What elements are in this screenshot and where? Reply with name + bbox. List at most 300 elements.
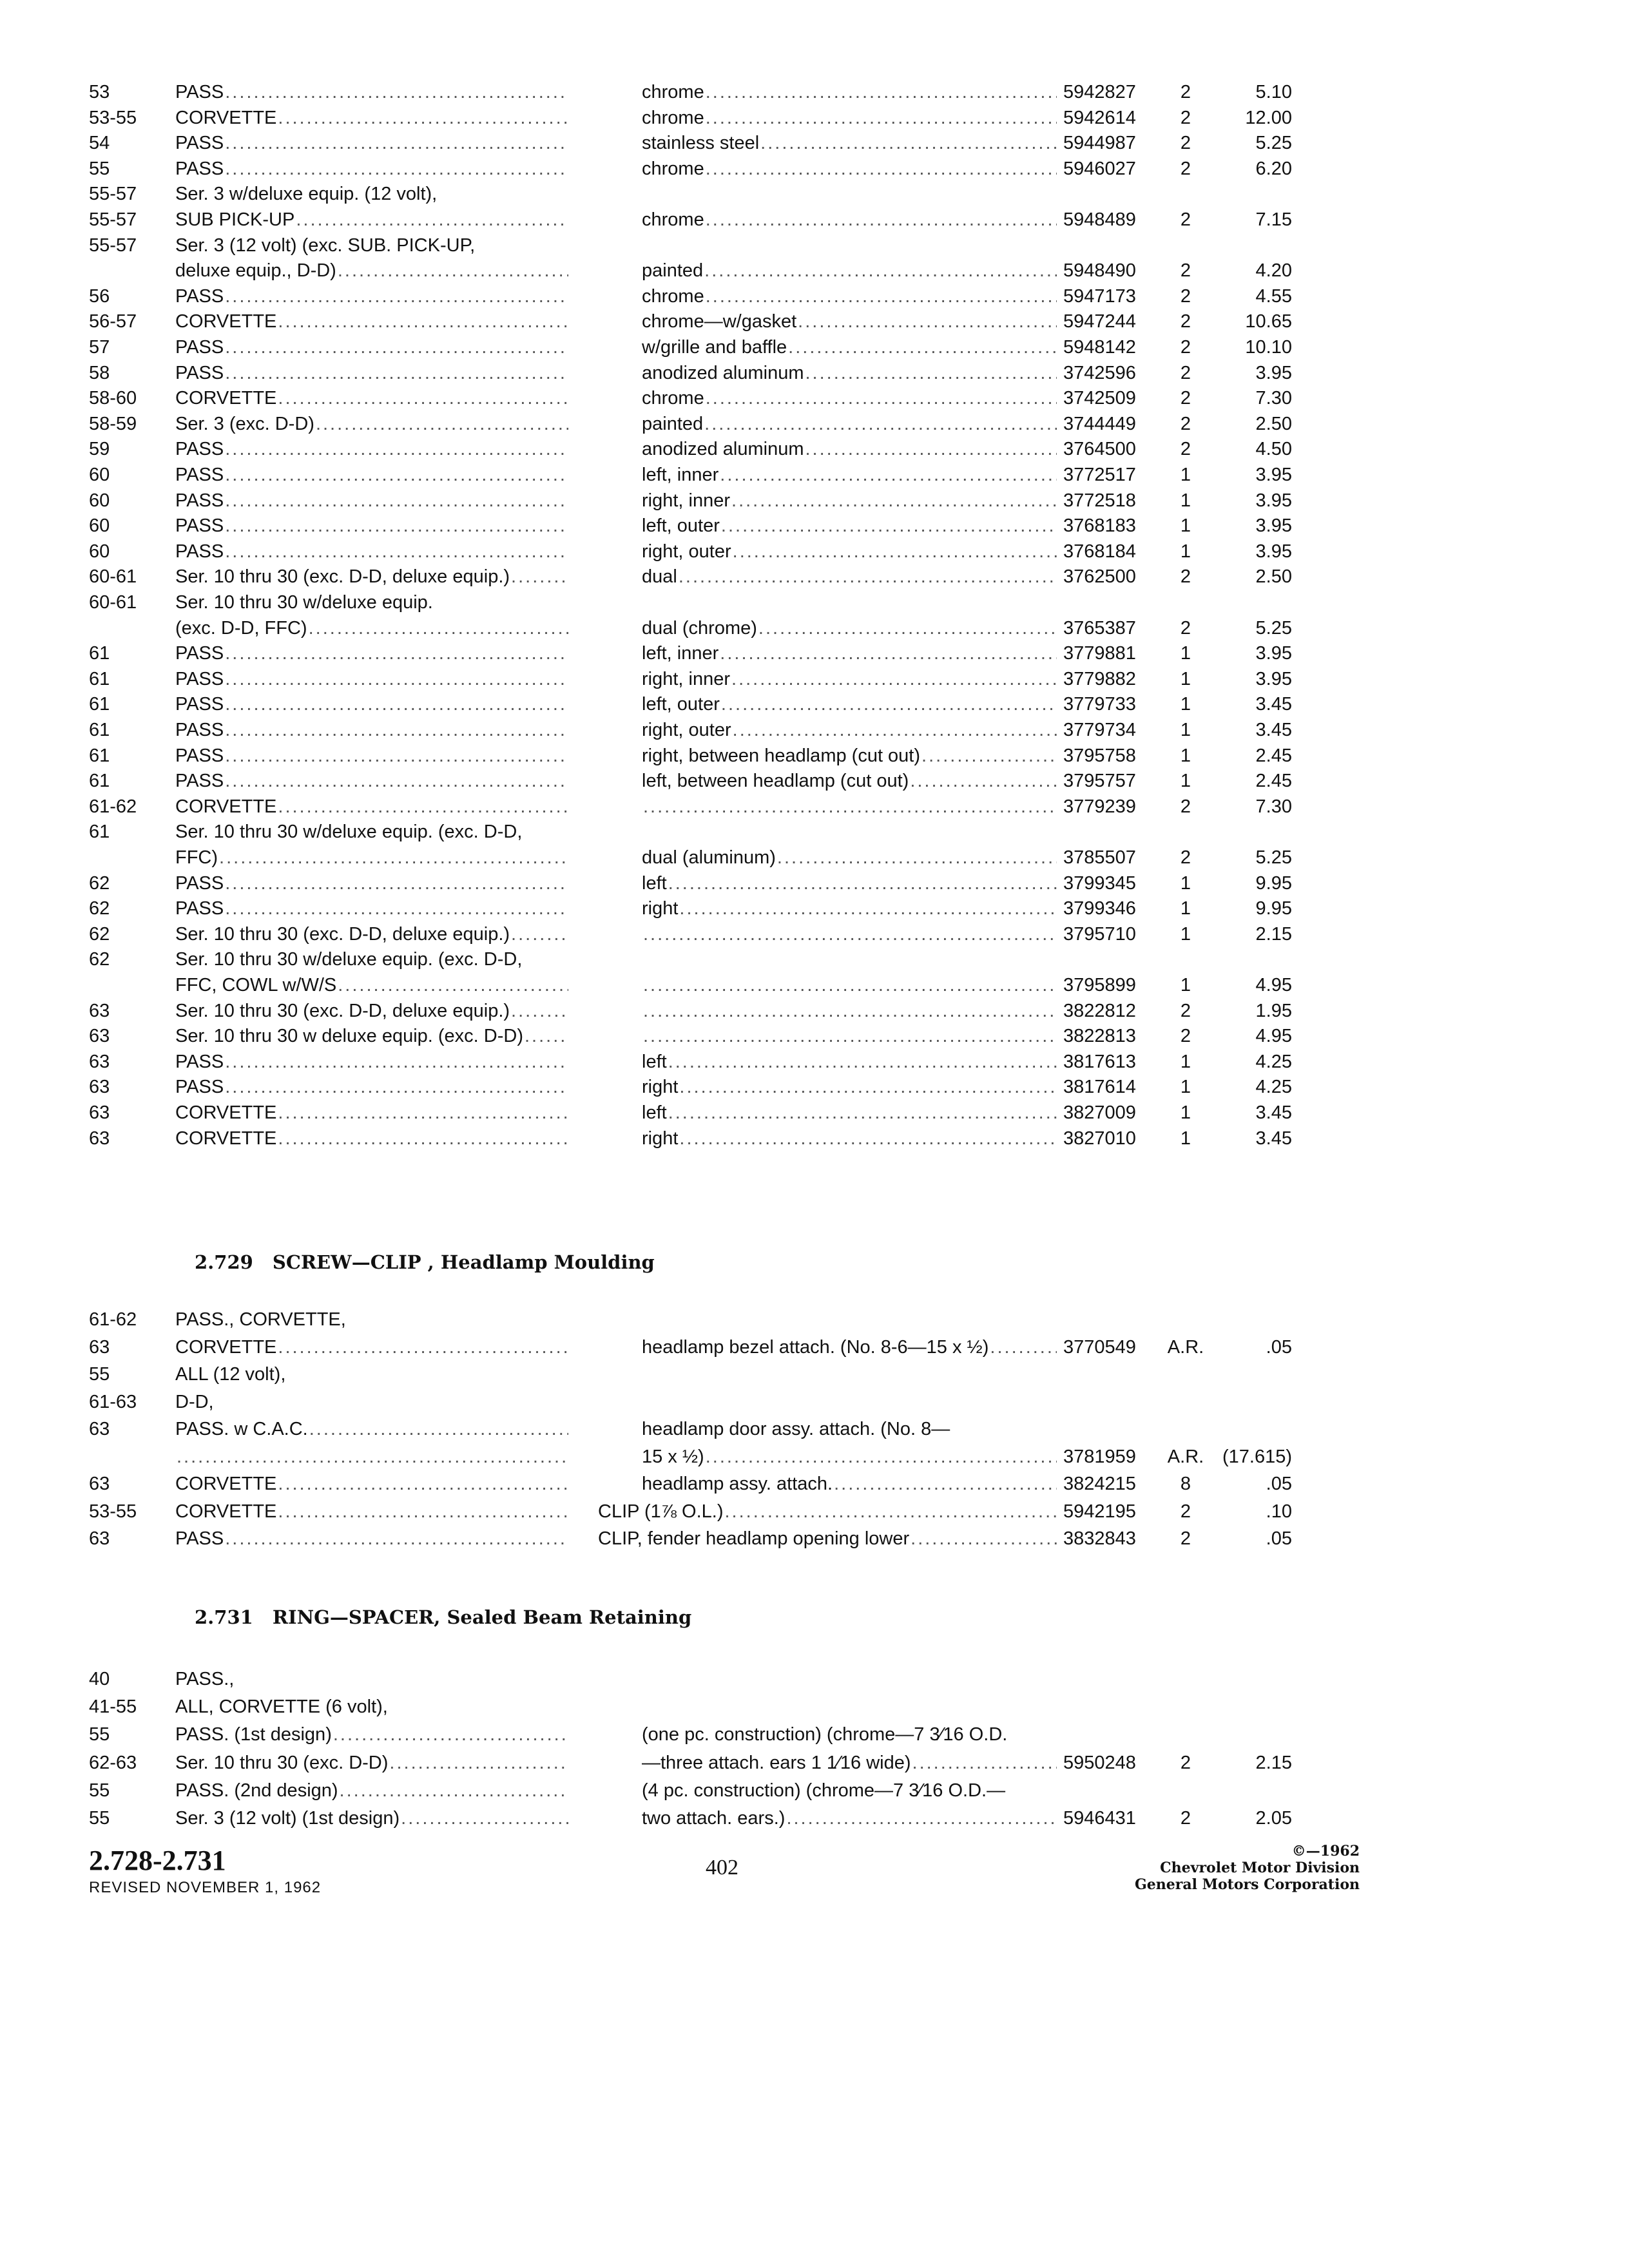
part-description: chrome—w/gasket .....: [642, 309, 1057, 334]
part-description: left, inner .....: [642, 640, 1057, 666]
list-price: 4.25: [1255, 1077, 1292, 1098]
part-description: headlamp assy. attach. .....: [642, 1471, 1057, 1497]
quantity: 1: [1180, 1077, 1191, 1098]
model-year: 61-62: [89, 1309, 137, 1330]
model-application: Ser. 10 thru 30 w deluxe equip. (exc. D-D) .....: [175, 1023, 568, 1049]
model-application: Ser. 10 thru 30 (exc. D-D, deluxe equip.) .....: [175, 921, 568, 947]
quantity: 2: [1180, 617, 1191, 639]
table-row: [0, 156, 1629, 182]
division: Chevrolet Motor Division: [1160, 1860, 1360, 1876]
part-number: 3742596: [1063, 362, 1136, 383]
table-row: [0, 870, 1629, 896]
part-number: 3779882: [1063, 668, 1136, 689]
part-description: chrome .....: [642, 284, 1057, 309]
part-description: left, outer .....: [642, 513, 1057, 539]
list-price: 2.15: [1255, 1752, 1292, 1773]
model-application: [175, 1444, 568, 1470]
model-application: Ser. 10 thru 30 (exc. D-D, deluxe equip.) .....: [175, 998, 568, 1024]
model-year: 60: [89, 541, 110, 562]
list-price: 3.45: [1255, 720, 1292, 740]
corporation: General Motors Corporation: [1134, 1876, 1360, 1893]
model-year: 63: [89, 1077, 110, 1098]
model-application: Ser. 3 w/deluxe equip. (12 volt),: [175, 184, 438, 205]
section-heading-ring-spacer: [195, 1604, 691, 1630]
quantity: 2: [1180, 796, 1191, 817]
part-number: 3779733: [1063, 694, 1136, 715]
part-number: 3764500: [1063, 439, 1136, 460]
model-year: 55: [89, 1780, 110, 1801]
section-title: SCREW—CLIP , Headlamp Moulding: [272, 1251, 655, 1273]
model-year: 63: [89, 1419, 110, 1439]
model-application: PASS .....: [175, 1049, 568, 1075]
part-number: 3779734: [1063, 720, 1136, 740]
model-year: 55: [89, 158, 110, 179]
part-description: —three attach. ears 1 1⁄16 wide) .....: [642, 1750, 1057, 1776]
model-application: PASS .....: [175, 640, 568, 666]
footer-publisher: [1135, 1843, 1360, 1893]
section-title: RING—SPACER, Sealed Beam Retaining: [272, 1606, 692, 1628]
part-number: 5948142: [1063, 337, 1136, 358]
model-year: 53-55: [89, 107, 137, 128]
list-price: 5.25: [1255, 847, 1292, 868]
model-application: Ser. 10 thru 30 (exc. D-D, deluxe equip.) .....: [175, 564, 568, 590]
quantity: 2: [1180, 847, 1191, 868]
model-year: 63: [89, 1474, 110, 1494]
part-description: headlamp door assy. attach. (No. 8—: [642, 1419, 950, 1439]
list-price: 7.15: [1255, 209, 1292, 230]
model-year: 63: [89, 1000, 110, 1021]
model-application: PASS .....: [175, 896, 568, 921]
table-row: [0, 1750, 1629, 1776]
part-number: 3822813: [1063, 1026, 1136, 1047]
table-row: [0, 1361, 1629, 1387]
model-year: 63: [89, 1528, 110, 1549]
part-description: left, between headlamp (cut out) .....: [642, 768, 1057, 794]
part-description: [642, 921, 1057, 947]
part-number: 3779239: [1063, 796, 1136, 817]
model-year: 62-63: [89, 1752, 137, 1773]
list-price: .05: [1266, 1528, 1292, 1549]
model-year: 61: [89, 643, 110, 664]
model-application: PASS .....: [175, 691, 568, 717]
model-year: 55-57: [89, 235, 137, 256]
model-year: 63: [89, 1051, 110, 1072]
list-price: 10.65: [1245, 311, 1292, 332]
table-row: [0, 1389, 1629, 1415]
part-number: 3785507: [1063, 847, 1136, 868]
part-description: left .....: [642, 1049, 1057, 1075]
part-description: right, outer .....: [642, 717, 1057, 743]
part-number: 5944987: [1063, 133, 1136, 154]
model-application: PASS .....: [175, 666, 568, 692]
list-price: 7.30: [1255, 796, 1292, 817]
table-row: [0, 743, 1629, 769]
part-number: 5942827: [1063, 82, 1136, 102]
quantity: 1: [1180, 898, 1191, 919]
model-application: SUB PICK-UP .....: [175, 207, 568, 233]
list-price: 4.95: [1255, 1026, 1292, 1047]
quantity: 2: [1180, 209, 1191, 230]
quantity: 2: [1180, 1808, 1191, 1829]
model-year: 61: [89, 745, 110, 766]
part-number: 3762500: [1063, 566, 1136, 588]
copyright: ©—1962: [1291, 1843, 1360, 1860]
table-row: [0, 666, 1629, 692]
quantity: 2: [1180, 82, 1191, 102]
quantity: 1: [1180, 668, 1191, 689]
model-application: PASS .....: [175, 156, 568, 182]
part-description: two attach. ears.) .....: [642, 1805, 1057, 1831]
table-row: [0, 181, 1629, 207]
list-price: 2.45: [1255, 771, 1292, 792]
list-price: 3.95: [1255, 490, 1292, 511]
table-row: [0, 640, 1629, 666]
part-number: 3795710: [1063, 923, 1136, 945]
part-description: [642, 972, 1057, 998]
part-description: right, outer .....: [642, 539, 1057, 564]
part-number: 5946027: [1063, 158, 1136, 179]
part-number: 3817613: [1063, 1051, 1136, 1072]
quantity: 1: [1180, 720, 1191, 740]
list-price: 7.30: [1255, 388, 1292, 409]
table-row: [0, 819, 1629, 845]
quantity: 1: [1180, 923, 1191, 945]
table-row: [0, 360, 1629, 386]
part-description: painted .....: [642, 258, 1057, 284]
footer-section-id: 2.728-2.731: [89, 1845, 226, 1876]
model-application: ALL, CORVETTE (6 volt),: [175, 1696, 388, 1718]
table-row: [0, 590, 1629, 615]
model-year: 63: [89, 1336, 110, 1358]
list-price: 3.95: [1255, 668, 1292, 689]
table-row: [0, 1444, 1629, 1470]
table-row: [0, 845, 1629, 870]
list-price: 3.95: [1255, 362, 1292, 383]
list-price: 4.20: [1255, 260, 1292, 282]
table-row: [0, 896, 1629, 921]
page-number: 402: [706, 1856, 738, 1879]
model-year: 60-61: [89, 592, 137, 613]
part-number: 3744449: [1063, 413, 1136, 434]
model-application: PASS .....: [175, 436, 568, 462]
model-application: PASS .....: [175, 717, 568, 743]
model-application: Ser. 3 (12 volt) (exc. SUB. PICK-UP,: [175, 235, 476, 256]
model-year: 63: [89, 1128, 110, 1149]
part-number: 5942614: [1063, 107, 1136, 128]
model-application: Ser. 10 thru 30 (exc. D-D) .....: [175, 1750, 568, 1776]
part-description: 15 x ½) .....: [642, 1444, 1057, 1470]
quantity: 1: [1180, 1102, 1191, 1123]
part-description: anodized aluminum .....: [642, 360, 1057, 386]
model-application: PASS .....: [175, 334, 568, 360]
part-number: 3768183: [1063, 515, 1136, 537]
list-price: 3.95: [1255, 643, 1292, 664]
table-row: [0, 513, 1629, 539]
quantity: 2: [1180, 1026, 1191, 1047]
model-year: 61: [89, 771, 110, 792]
table-row: [0, 385, 1629, 411]
list-price: 2.50: [1255, 566, 1292, 588]
part-number: 3770549: [1063, 1336, 1136, 1358]
part-description: [642, 998, 1057, 1024]
table-row: [0, 1499, 1629, 1524]
table-row: [0, 105, 1629, 131]
model-application: CORVETTE .....: [175, 385, 568, 411]
table-row: [0, 1307, 1629, 1332]
quantity: 1: [1180, 643, 1191, 664]
part-number: 3827009: [1063, 1102, 1136, 1123]
model-year: 60: [89, 465, 110, 485]
table-row: [0, 79, 1629, 105]
model-application: deluxe equip., D-D) .....: [175, 258, 568, 284]
model-application: Ser. 10 thru 30 w/deluxe equip. (exc. D-D,: [175, 822, 523, 843]
model-year: 61: [89, 668, 110, 689]
list-price: .05: [1266, 1336, 1292, 1358]
model-year: 61: [89, 694, 110, 715]
list-price: 10.10: [1245, 337, 1292, 358]
model-application: Ser. 10 thru 30 w/deluxe equip.: [175, 592, 433, 613]
model-year: 41-55: [89, 1696, 137, 1718]
model-application: PASS. (1st design) .....: [175, 1722, 568, 1747]
model-application: CORVETTE .....: [175, 1471, 568, 1497]
quantity: 2: [1180, 285, 1191, 307]
model-application: PASS .....: [175, 743, 568, 769]
model-application: ALL (12 volt),: [175, 1364, 286, 1385]
part-description: painted .....: [642, 411, 1057, 437]
model-application: PASS .....: [175, 513, 568, 539]
part-number: 3742509: [1063, 388, 1136, 409]
list-price: 4.95: [1255, 975, 1292, 995]
quantity: 2: [1180, 260, 1191, 282]
section-number: 2.729: [195, 1251, 253, 1273]
table-row: [0, 947, 1629, 972]
table-row: [0, 768, 1629, 794]
quantity: 1: [1180, 465, 1191, 485]
part-number: 5948489: [1063, 209, 1136, 230]
model-year: 62: [89, 872, 110, 894]
part-number: 3817614: [1063, 1077, 1136, 1098]
model-year: 55-57: [89, 209, 137, 230]
footer-revised-date: REVISED NOVEMBER 1, 1962: [89, 1879, 322, 1896]
part-description: right, between headlamp (cut out) .....: [642, 743, 1057, 769]
table-row: [0, 233, 1629, 258]
part-description: left .....: [642, 1100, 1057, 1126]
part-description: right .....: [642, 1074, 1057, 1100]
table-row: [0, 436, 1629, 462]
quantity: A.R.: [1167, 1336, 1204, 1358]
list-price: 5.25: [1255, 617, 1292, 639]
list-price: 5.10: [1255, 82, 1292, 102]
model-year: 61-62: [89, 796, 137, 817]
table-row: [0, 1416, 1629, 1442]
model-year: 62: [89, 949, 110, 970]
quantity: 2: [1180, 362, 1191, 383]
list-price: 2.45: [1255, 745, 1292, 766]
part-description: chrome .....: [642, 385, 1057, 411]
part-number: 3795758: [1063, 745, 1136, 766]
section-number: 2.731: [195, 1606, 253, 1628]
model-year: 59: [89, 439, 110, 460]
list-price: 2.50: [1255, 413, 1292, 434]
quantity: 8: [1180, 1474, 1191, 1494]
model-application: Ser. 10 thru 30 w/deluxe equip. (exc. D-D,: [175, 949, 523, 970]
quantity: 1: [1180, 515, 1191, 537]
list-price: 1.95: [1255, 1000, 1292, 1021]
part-number: 3824215: [1063, 1474, 1136, 1494]
model-application: Ser. 3 (exc. D-D) .....: [175, 411, 568, 437]
table-row: [0, 462, 1629, 488]
model-application: PASS .....: [175, 539, 568, 564]
model-application: PASS. (2nd design) .....: [175, 1778, 568, 1803]
table-row: [0, 1334, 1629, 1360]
quantity: 2: [1180, 1528, 1191, 1549]
part-number: 5948490: [1063, 260, 1136, 282]
table-row: [0, 564, 1629, 590]
model-year: 63: [89, 1102, 110, 1123]
table-row: [0, 1471, 1629, 1497]
table-row: [0, 411, 1629, 437]
table-row: [0, 1526, 1629, 1552]
model-application: (exc. D-D, FFC) .....: [175, 615, 568, 641]
model-application: PASS .....: [175, 284, 568, 309]
part-number: 3799346: [1063, 898, 1136, 919]
table-row: [0, 1722, 1629, 1747]
model-year: 60: [89, 490, 110, 511]
list-price: 3.45: [1255, 1102, 1292, 1123]
model-year: 55: [89, 1724, 110, 1745]
list-price: 4.55: [1255, 285, 1292, 307]
quantity: 2: [1180, 388, 1191, 409]
quantity: 1: [1180, 975, 1191, 995]
table-row: [0, 488, 1629, 514]
quantity: 1: [1180, 541, 1191, 562]
table-row: [0, 1666, 1629, 1692]
part-description: dual .....: [642, 564, 1057, 590]
model-application: PASS .....: [175, 488, 568, 514]
model-year: 63: [89, 1026, 110, 1047]
table-row: [0, 539, 1629, 564]
model-year: 58-59: [89, 413, 137, 434]
part-description: headlamp bezel attach. (No. 8-6—15 x ½) .....: [642, 1334, 1057, 1360]
part-description: right .....: [642, 1126, 1057, 1151]
quantity: A.R.: [1167, 1446, 1204, 1467]
quantity: 1: [1180, 745, 1191, 766]
table-row: [0, 691, 1629, 717]
part-number: 5947244: [1063, 311, 1136, 332]
quantity: 1: [1180, 490, 1191, 511]
model-application: PASS .....: [175, 870, 568, 896]
model-application: PASS .....: [175, 130, 568, 156]
list-price: 3.95: [1255, 541, 1292, 562]
quantity: 2: [1180, 1752, 1191, 1773]
model-application: PASS .....: [175, 79, 568, 105]
quantity: 1: [1180, 1128, 1191, 1149]
list-price: 6.20: [1255, 158, 1292, 179]
list-price: 3.45: [1255, 694, 1292, 715]
table-row: [0, 284, 1629, 309]
part-description: left, inner .....: [642, 462, 1057, 488]
model-year: 61: [89, 822, 110, 843]
quantity: 2: [1180, 337, 1191, 358]
part-number: 3779881: [1063, 643, 1136, 664]
list-price: 3.95: [1255, 515, 1292, 537]
table-row: [0, 615, 1629, 641]
model-application: CORVETTE .....: [175, 1499, 568, 1524]
table-row: [0, 1074, 1629, 1100]
list-price: 4.25: [1255, 1051, 1292, 1072]
table-row: [0, 1100, 1629, 1126]
part-number: 5946431: [1063, 1808, 1136, 1829]
model-application: PASS .....: [175, 1526, 568, 1552]
model-application: CORVETTE .....: [175, 794, 568, 820]
part-description: (one pc. construction) (chrome—7 3⁄16 O.D.: [642, 1724, 1008, 1745]
model-year: 61: [89, 720, 110, 740]
table-row: [0, 1126, 1629, 1151]
list-price: 4.50: [1255, 439, 1292, 460]
model-application: PASS., CORVETTE,: [175, 1309, 346, 1330]
model-year: 58: [89, 362, 110, 383]
part-number: 3827010: [1063, 1128, 1136, 1149]
part-description: chrome .....: [642, 79, 1057, 105]
quantity: 1: [1180, 1051, 1191, 1072]
part-number: 5950248: [1063, 1752, 1136, 1773]
model-year: 55-57: [89, 184, 137, 205]
quantity: 2: [1180, 1000, 1191, 1021]
part-description: dual (chrome) .....: [642, 615, 1057, 641]
part-number: 3799345: [1063, 872, 1136, 894]
part-description: right .....: [642, 896, 1057, 921]
part-description: (4 pc. construction) (chrome—7 3⁄16 O.D.—: [642, 1780, 1006, 1801]
quantity: 2: [1180, 439, 1191, 460]
part-description: left, outer .....: [642, 691, 1057, 717]
list-price: 2.05: [1255, 1808, 1292, 1829]
quantity: 2: [1180, 158, 1191, 179]
model-application: Ser. 3 (12 volt) (1st design) .....: [175, 1805, 568, 1831]
part-description: chrome .....: [642, 105, 1057, 131]
table-row: [0, 717, 1629, 743]
model-application: CORVETTE .....: [175, 1126, 568, 1151]
model-year: 53-55: [89, 1501, 137, 1522]
model-year: 61-63: [89, 1391, 137, 1412]
table-row: [0, 972, 1629, 998]
part-number: 3832843: [1063, 1528, 1136, 1549]
table-row: [0, 1049, 1629, 1075]
table-row: [0, 998, 1629, 1024]
table-row: [0, 130, 1629, 156]
model-application: CORVETTE .....: [175, 105, 568, 131]
part-description: anodized aluminum .....: [642, 436, 1057, 462]
list-price: 9.95: [1255, 872, 1292, 894]
quantity: 1: [1180, 872, 1191, 894]
table-row: [0, 334, 1629, 360]
part-number: 3822812: [1063, 1000, 1136, 1021]
list-price: .10: [1266, 1501, 1292, 1522]
table-row: [0, 258, 1629, 284]
quantity: 1: [1180, 771, 1191, 792]
part-description: dual (aluminum) .....: [642, 845, 1057, 870]
part-description: CLIP (1⅞ O.L.) .....: [598, 1499, 1057, 1524]
list-price: 3.45: [1255, 1128, 1292, 1149]
model-year: 40: [89, 1669, 110, 1689]
model-application: PASS .....: [175, 360, 568, 386]
table-row: [0, 207, 1629, 233]
model-application: PASS .....: [175, 768, 568, 794]
model-application: CORVETTE .....: [175, 1334, 568, 1360]
part-number: 5947173: [1063, 285, 1136, 307]
quantity: 2: [1180, 566, 1191, 588]
model-year: 56-57: [89, 311, 137, 332]
part-description: left .....: [642, 870, 1057, 896]
